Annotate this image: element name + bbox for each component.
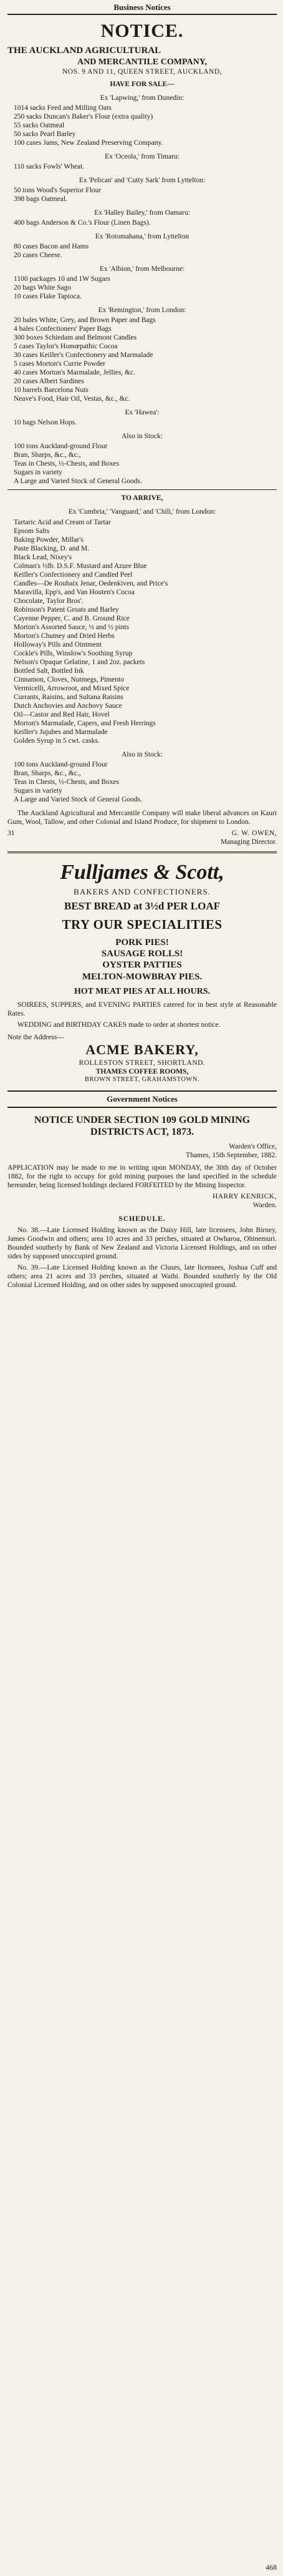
shipment-item: 10 bags Nelson Hops. xyxy=(14,419,77,427)
shipment-heading: Ex 'Oceola,' from Timaru: xyxy=(105,152,180,160)
shipment-item: 10 barrels Barcelona Nuts xyxy=(14,386,89,394)
to-arrive-item: Cockle's Pills, Winslow's Soothing Syrup xyxy=(14,649,133,657)
shipment-item: 10 cases Flake Tapioca. xyxy=(14,293,82,301)
gov-office: Warden's Office, xyxy=(229,1142,277,1150)
stock-item: Sugars in variety xyxy=(14,469,62,477)
to-arrive-item: Robinson's Patent Groats and Barley xyxy=(14,605,119,614)
addr-line3: BROWN STREET, GRAHAMSTOWN. xyxy=(84,1075,200,1083)
speciality-line: OYSTER PATTIES xyxy=(102,960,182,971)
speciality-line: SAUSAGE ROLLS! xyxy=(101,949,183,959)
speciality-line: MELTON-MOWBRAY PIES. xyxy=(82,971,203,982)
column xyxy=(7,0,277,1292)
shipment-item: 300 boxes Schiedam and Belmont Candles xyxy=(14,334,137,342)
to-arrive-item: Cayenne Pepper, C. and B. Ground Rice xyxy=(14,614,130,622)
to-arrive-item: Holloway's Pills and Ointment xyxy=(14,640,102,649)
speciality-line: PORK PIES! xyxy=(115,937,169,948)
shipment-item: 5 cases Taylor's Homœpathic Cocoa xyxy=(14,343,118,351)
address-note: Note the Address— xyxy=(7,1034,64,1042)
stock-item: Bran, Sharps, &c., &c., xyxy=(14,451,81,459)
shipments-list xyxy=(7,94,277,428)
closing-text: The Auckland Agricultural and Mercantile Company will make liberal advances on Kauri Gum, Wool, Tallow, and other Colonial and Island Produce, for shipment to London. xyxy=(7,810,277,826)
fulljames-subtitle: BAKERS AND CONFECTIONERS. xyxy=(74,886,211,896)
shipment-heading: Ex 'Albion,' from Melbourne: xyxy=(99,265,185,273)
to-arrive-item: Oil—Castor and Red Hair, Hovel xyxy=(14,710,110,718)
to-arrive-item: Black Lead, Nixey's xyxy=(14,553,72,561)
acme-bakery: ACME BAKERY, xyxy=(85,1042,199,1058)
stock-item: 100 tons Auckland-ground Flour xyxy=(14,443,108,451)
page-number: 468 xyxy=(266,2563,277,2572)
gov-signer-title: Warden. xyxy=(252,1201,277,1209)
to-arrive-item: Keiller's Confectionery and Candied Peel xyxy=(14,571,133,579)
bakery-address xyxy=(7,1042,277,1084)
to-arrive-item: Morton's Marmalade, Capers, and Fresh Herrings xyxy=(14,719,156,727)
shipment-item: 1014 sacks Feed and Milling Oats xyxy=(14,104,112,112)
shipment-heading: Ex 'Rotomahana,' from Lyttelton xyxy=(95,233,189,241)
shipment-item: 50 tons Wood's Superior Flour xyxy=(14,187,102,194)
to-arrive-item: Tartaric Acid and Cream of Tartar xyxy=(14,518,111,526)
stock-item: 100 tons Auckland-ground Flour xyxy=(14,760,108,768)
shipment-item: 250 sacks Duncan's Baker's Flour (extra quality) xyxy=(14,112,153,120)
company-line1: THE AUCKLAND AGRICULTURAL xyxy=(7,46,161,56)
shipment-item: 20 cases Cheese. xyxy=(14,252,62,260)
also-in-stock-label-2: Also in Stock: xyxy=(122,750,163,758)
also-in-stock-1 xyxy=(7,432,277,486)
stock-item: Teas in Chests, ½-Chests, and Boxes xyxy=(14,460,120,468)
shipment-heading: Ex 'Pelican' and 'Cutty Sark' from Lyttelton: xyxy=(79,176,206,184)
soirees: SOIREES, SUPPERS, and EVENING PARTIES catered for in best style at Reasonable Rates. xyxy=(7,1001,277,1018)
to-arrive-item: Paste Blacking, D. and M. xyxy=(14,544,90,552)
shipment-item: 5 cases Morton's Currie Powder xyxy=(14,360,106,368)
to-arrive-item: Golden Syrup in 5 cwt. casks. xyxy=(14,737,100,745)
shipment-heading: Ex 'Lapwing,' from Dunedin: xyxy=(100,94,185,102)
to-arrive-item: Cinnamon, Cloves, Nutmegs, Pimento xyxy=(14,675,124,683)
company-line2: AND MERCANTILE COMPANY, xyxy=(77,57,208,67)
have-for-sale: HAVE FOR SALE— xyxy=(110,80,175,88)
shipment-heading: Ex 'Halley Bailey,' from Oamaru: xyxy=(94,209,190,217)
schedule-list xyxy=(7,1226,277,1290)
to-arrive-item: Morton's Chutney and Dried Herbs xyxy=(14,632,115,640)
shipment-item: Neave's Food, Hair Oil, Vestas, &c., &c. xyxy=(14,395,130,403)
to-arrive-heading: TO ARRIVE, xyxy=(121,494,163,502)
shipment-item: 20 bales White, Grey, and Brown Paper and Bags xyxy=(14,316,156,325)
stock-item: Sugars in variety xyxy=(14,786,62,795)
gov-body: APPLICATION may be made to me in writing upon MONDAY, the 30th day of October 1882, for the right to occupy for gold mining purposes the land specified in the schedule hereunder, being licensed holdings declared FORFEITED by the Mining Inspector. xyxy=(7,1163,277,1189)
to-arrive-item: Maravilla, Epp's, and Van Houten's Cocoa xyxy=(14,588,135,596)
notice-title: NOTICE. xyxy=(100,20,184,41)
signature-number: 31 xyxy=(7,830,15,838)
stock-item: A Large and Varied Stock of General Goods. xyxy=(14,477,142,486)
to-arrive-item: Bottled Salt, Bottled Ink xyxy=(14,667,84,675)
to-arrive-item: Colman's ½lb. D.S.F. Mustard and Azure Blue xyxy=(14,562,147,570)
to-arrive-item: Chocolate, Taylor Bros'. xyxy=(14,597,84,605)
to-arrive-list xyxy=(7,518,277,745)
schedule-entry: No. 38.—Late Licensed Holding known as the Daisy Hill, late licensees, John Birney, James Goodwin and others; area 10 acres and 33 perches, situated at Owharoa, Ohinemuri. Bounded southerly by Bank of New Zealand and Victoria Licensed Holdings, and on other sides by supposed unoccupied ground. xyxy=(7,1226,277,1260)
company-address: NOS. 9 AND 11, QUEEN STREET, AUCKLAND, xyxy=(62,67,223,76)
stock-item: Bran, Sharps, &c., &c., xyxy=(14,769,81,777)
to-arrive-ex: Ex 'Cumbria,' 'Vanguard,' and 'Chili,' from London: xyxy=(68,508,216,516)
to-arrive-item: Vermicelli, Arrowroot, and Mixed Spice xyxy=(14,684,130,692)
shipment-item: 50 sacks Pearl Barley xyxy=(14,130,76,138)
schedule-heading: SCHEDULE. xyxy=(118,1215,166,1223)
signature-title: Managing Director. xyxy=(220,838,277,846)
gov-signer: HARRY KENRICK, xyxy=(212,1192,277,1200)
also-in-stock-2 xyxy=(7,750,277,804)
to-arrive-item: Currants, Raisins, and Sultana Raisins xyxy=(14,693,123,701)
shipment-item: 4 bales Confectioners' Paper Bags xyxy=(14,325,112,333)
shipment-item: 20 cases Albert Sardines xyxy=(14,378,84,386)
section-header: Business Notices xyxy=(7,0,277,15)
also-in-stock-label: Also in Stock: xyxy=(122,433,163,441)
to-arrive-item: Keiller's Jujubes and Marmalade xyxy=(14,728,108,736)
stock-item: A Large and Varied Stock of General Goods. xyxy=(14,795,142,803)
addr-line1: ROLLESTON STREET, SHORTLAND. xyxy=(79,1059,206,1067)
wedding: WEDDING and BIRTHDAY CAKES made to order at shortest notice. xyxy=(17,1021,221,1029)
to-arrive-item: Dutch Anchovies and Anchovy Sauce xyxy=(14,702,122,710)
fulljames-title: Fulljames & Scott, xyxy=(60,861,224,884)
addr-line2: THAMES COFFEE ROOMS, xyxy=(95,1067,189,1075)
shipment-item: 80 cases Bacon and Hams xyxy=(14,243,89,251)
to-arrive-item: Morton's Assorted Sauce, ½ and ½ pints xyxy=(14,623,130,631)
signature xyxy=(7,829,277,846)
shipment-heading: Ex 'Remington,' from London: xyxy=(98,306,186,315)
shipment-item: 40 cases Morton's Marmalade, Jellies, &c. xyxy=(14,369,135,377)
to-arrive-item: Nelson's Opaque Gelatine, 1 and 2oz. packets xyxy=(14,658,145,666)
to-arrive-item: Candles—De Roubaix Jenar, Oedenkiven, and Price's xyxy=(14,579,168,587)
best-bread: BEST BREAD at 3½d PER LOAF xyxy=(64,900,220,913)
to-arrive-item: Baking Powder, Millar's xyxy=(14,536,84,544)
gov-header: Government Notices xyxy=(7,1090,277,1108)
shipment-item: 100 cases Jams, New Zealand Preserving Company. xyxy=(14,139,163,147)
gov-title: NOTICE UNDER SECTION 109 GOLD MINING DISTRICTS ACT, 1873. xyxy=(34,1114,251,1138)
gov-date: Thames, 15th September, 1882. xyxy=(186,1151,277,1159)
to-arrive-item: Epsom Salts xyxy=(14,527,50,535)
schedule-entry: No. 39.—Late Licensed Holding known as the Cluses, late licensees, Joshua Cuff and others; area 21 acres and 33 perches, situated at Waihi. Bounded southerly by the Old Colonial Licensed Holding, and on other sides by supposed unoccupied ground. xyxy=(7,1263,277,1289)
shipment-item: 20 bags White Sago xyxy=(14,284,72,292)
shipment-item: 30 cases Keiller's Confectionery and Marmalade xyxy=(14,351,153,360)
stock-item: Teas in Chests, ½-Chests, and Boxes xyxy=(14,778,120,786)
divider xyxy=(7,851,277,853)
shipment-item: 110 sacks Fowls' Wheat. xyxy=(14,162,85,170)
shipment-item: 55 sacks Oatmeal xyxy=(14,121,65,129)
divider xyxy=(7,489,277,490)
specialities-list xyxy=(7,937,277,982)
shipment-item: 398 bags Oatmeal. xyxy=(14,195,67,203)
try-specialities: TRY OUR SPECIALITIES xyxy=(62,917,223,933)
signature-name: G. W. OWEN, xyxy=(231,830,277,838)
shipment-item: 400 bags Anderson & Co.'s Flour (Linen Bags). xyxy=(14,219,151,227)
hot-meat: HOT MEAT PIES AT ALL HOURS. xyxy=(74,986,211,996)
shipment-item: 1100 packages 10 and 1W Sugars xyxy=(14,275,110,283)
shipment-heading: Ex 'Hawea': xyxy=(125,409,160,417)
